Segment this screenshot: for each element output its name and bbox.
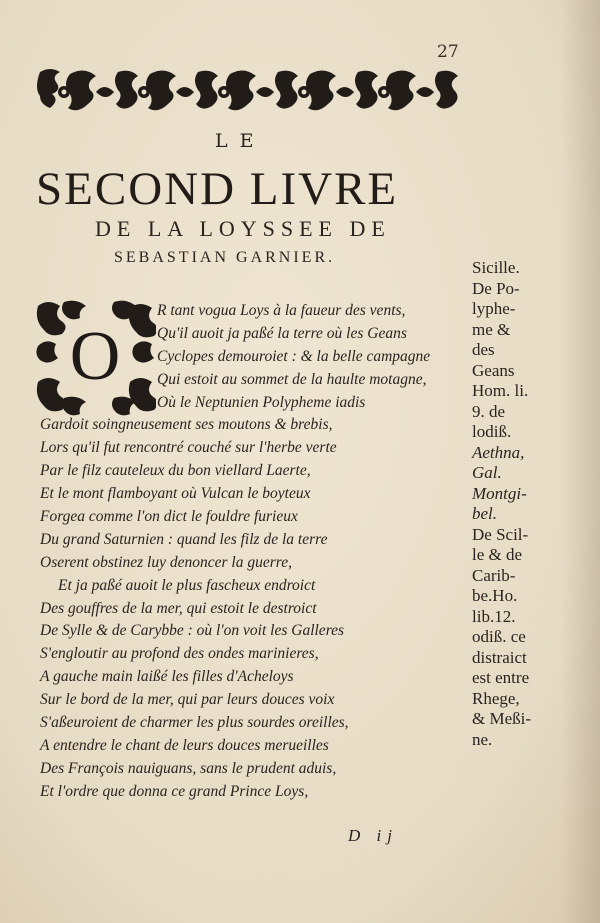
margin-note: lodiß. bbox=[472, 422, 512, 441]
page-number: 27 bbox=[437, 42, 459, 62]
margin-note: be.Ho. bbox=[472, 586, 518, 605]
margin-note: odiß. ce bbox=[472, 627, 526, 646]
title-prefix: LE bbox=[215, 130, 266, 152]
margin-note: ne. bbox=[472, 729, 493, 749]
page-edge-shadow bbox=[560, 0, 600, 923]
margin-note: Sicille. bbox=[472, 258, 520, 277]
poem-line: Qu'il auoit ja paßé la terre où les Geans bbox=[157, 324, 407, 342]
poem-line: Oserent obstinez luy denoncer la guerre, bbox=[40, 553, 292, 571]
author-name: SEBASTIAN GARNIER. bbox=[114, 249, 336, 266]
margin-note: & Meßi- bbox=[472, 709, 532, 728]
margin-note: des bbox=[472, 340, 495, 359]
margin-note: Aethna, bbox=[472, 442, 525, 462]
poem-text bbox=[40, 300, 470, 804]
margin-note: Montgi- bbox=[472, 483, 527, 503]
poem-line: Gardoit soingneusement ses moutons & brebis, bbox=[40, 416, 333, 434]
poem-line: Lors qu'il fut rencontré couché sur l'herbe verte bbox=[40, 439, 337, 457]
margin-note: Rhege, bbox=[472, 688, 520, 708]
margin-note: lyphe- bbox=[472, 299, 516, 318]
poem-line: Qui estoit au sommet de la haulte motagne, bbox=[157, 370, 427, 388]
margin-note: Geans bbox=[472, 360, 515, 380]
margin-note: De Po- bbox=[472, 278, 520, 298]
poem-line: Où le Neptunien Polypheme iadis bbox=[157, 393, 366, 411]
poem-line: Et le mont flamboyant où Vulcan le boyteux bbox=[40, 485, 311, 503]
margin-note: distraict bbox=[472, 647, 527, 667]
poem-line: Des gouffres de la mer, qui estoit le destroict bbox=[40, 599, 317, 617]
poem-line: Sur le bord de la mer, qui par leurs douces voix bbox=[40, 691, 335, 709]
margin-note: me & bbox=[472, 319, 511, 339]
margin-note: Hom. li. bbox=[472, 381, 529, 400]
poem-line: Et l'ordre que donna ce grand Prince Loys, bbox=[40, 782, 309, 800]
poem-line: S'engloutir au profond des ondes marinieres, bbox=[40, 645, 319, 663]
book-title: SECOND LIVRE bbox=[36, 163, 399, 215]
poem-line: R tant vogua Loys à la faueur des vents, bbox=[157, 302, 406, 319]
poem-line: De Sylle & de Carybbe : où l'on voit les Galleres bbox=[40, 622, 345, 640]
poem-line: Et ja paßé auoit le plus fascheux endroict bbox=[58, 576, 316, 594]
poem-line: Forgea comme l'on dict le fouldre furieux bbox=[40, 508, 298, 526]
initial-letter: O bbox=[69, 318, 121, 395]
margin-notes bbox=[472, 258, 562, 750]
margin-note: 9. de bbox=[472, 401, 506, 421]
margin-note: bel. bbox=[472, 504, 498, 523]
poem-line: S'aßeuroient de charmer les plus sourdes oreilles, bbox=[40, 714, 349, 732]
margin-note: lib.12. bbox=[472, 606, 516, 626]
margin-note: De Scil- bbox=[472, 524, 529, 544]
gathering-signature: D ij bbox=[348, 826, 398, 845]
poem-line: Du grand Saturnien : quand les filz de la terre bbox=[40, 530, 328, 548]
margin-note: Gal. bbox=[472, 463, 502, 482]
margin-note: le & de bbox=[472, 545, 523, 564]
poem-line: Des François nauiguans, sans le prudent aduis, bbox=[40, 759, 337, 777]
poem-line: Par le filz cauteleux du bon viellard Laerte, bbox=[40, 462, 311, 480]
poem-line: A entendre le chant de leurs douces merueilles bbox=[40, 736, 329, 754]
poem-line: Cyclopes demouroiet : & la belle campagne bbox=[157, 347, 431, 365]
decorative-headpiece bbox=[34, 64, 466, 120]
poem-line: A gauche main laißé les filles d'Acheloys bbox=[40, 668, 294, 686]
headpiece-ornament-icon bbox=[34, 64, 466, 120]
margin-note: Carib- bbox=[472, 565, 516, 585]
book-subtitle: DE LA LOYSSEE DE bbox=[95, 216, 391, 241]
margin-note: est entre bbox=[472, 668, 530, 687]
